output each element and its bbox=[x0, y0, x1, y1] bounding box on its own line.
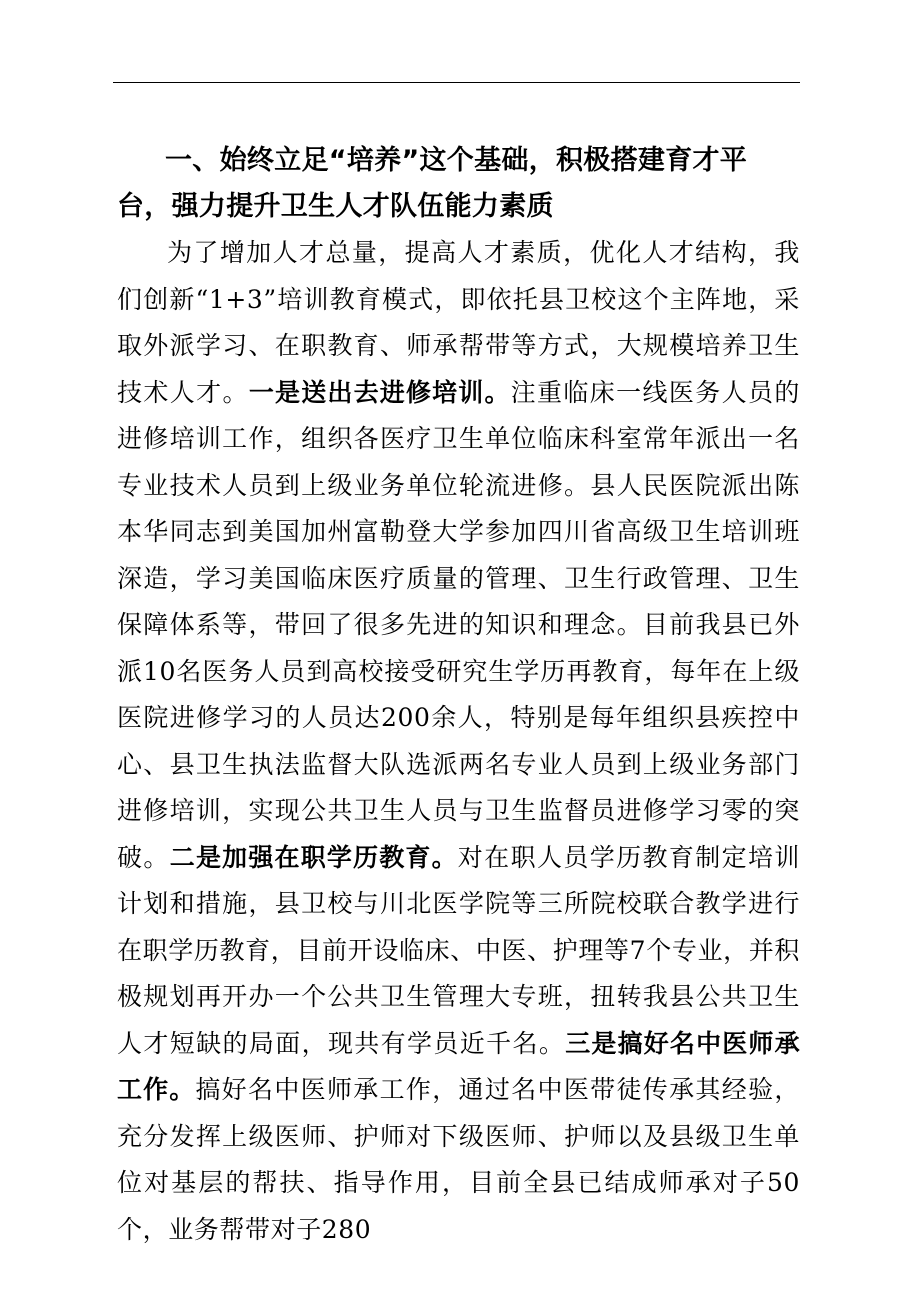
point-2-lead: 二是加强在职学历教育。 bbox=[169, 842, 458, 872]
point-3-lead: 三是搞好名中医师承工作。 bbox=[117, 1028, 800, 1104]
point-2-body: 对在职人员学历教育制定培训计划和措施，县卫校与川北医学院等三所院校联合教学进行在职学历教育，目前开设临床、中医、护理等7个专业，并积极规划再开办一个公共卫生管理大专班，扭转我县公共卫生人才短缺的局面，现共有学员近千名。 bbox=[117, 842, 800, 1058]
point-1-lead: 一是送出去进修培训。 bbox=[248, 377, 511, 407]
point-3-body: 搞好名中医师承工作，通过名中医带徒传承其经验，充分发挥上级医师、护师对下级医师、护师以及县级卫生单位对基层的帮扶、指导作用，目前全县已结成师承对子50个，业务帮带对子280 bbox=[117, 1075, 800, 1244]
header-rule bbox=[113, 82, 800, 83]
point-1-body: 注重临床一线医务人员的进修培训工作，组织各医疗卫生单位临床科室常年派出一名专业技术人员到上级业务单位轮流进修。县人民医院派出陈本华同志到美国加州富勒登大学参加四川省高级卫生培训班深造，学习美国临床医疗质量的管理、卫生行政管理、卫生保障体系等，带回了很多先进的知识和理念。目前我县已外派10名医务人员到高校接受研究生学历再教育，每年在上级医院进修学习的人员达200余人，特别是每年组织县疾控中心、县卫生执法监督大队选派两名专业人员到上级业务部门进修培训，实现公共卫生人员与卫生监督员进修学习零的突破。 bbox=[117, 377, 800, 872]
paragraph-intro: 为了增加人才总量，提高人才素质，优化人才结构，我们创新“1+3”培训教育模式，即依托县卫校这个主阵地，采取外派学习、在职教育、师承帮带等方式，大规模培养卫生技术人才。 bbox=[117, 238, 800, 407]
body-paragraph bbox=[117, 230, 800, 1253]
document-body bbox=[117, 138, 800, 1253]
section-heading: 一、始终立足“培养”这个基础，积极搭建育才平台，强力提升卫生人才队伍能力素质 bbox=[117, 145, 748, 222]
